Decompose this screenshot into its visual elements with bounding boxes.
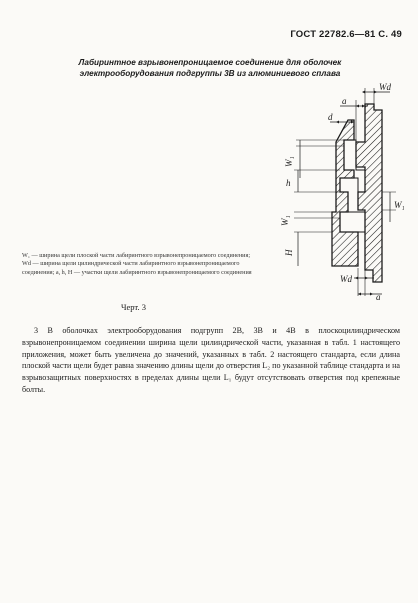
section-title <box>60 57 360 79</box>
label-w1-upper: W₁ <box>284 156 294 167</box>
figure-legend: W₁ — ширина щели плоской части лабиринтного взрывонепроницаемого соединения; Wd — ширина щели цилиндрической части лабиринтного взрывонепроницаемого соединения; a, h, H — участки щели лабиринтного взрывонепроницаемого соединения <box>22 252 252 276</box>
label-a-top: a <box>342 96 347 106</box>
right-part <box>356 104 382 282</box>
body-paragraph: 3 В оболочках электрооборудования подгрупп 2В, 3В и 4В в плоскоцилиндрическом взрывонепроницаемом соединении ширина щели цилиндрической части, указанная в табл. 1 настоящего приложения, может быть увеличена до значений, указанных в табл. 2 настоящего стандарта, если длина плоской части щели будет равна значению длины щели до отверстия L₂ по указанной таблице стандарта и на взрывозащитных поверхностях в пределах длины щели L₁ будут отсутствовать отверстия под крепежные болты. <box>22 326 400 394</box>
label-h: h <box>286 178 291 188</box>
label-a-bottom: a <box>376 292 381 302</box>
label-wd-top: Wd <box>379 82 391 92</box>
label-wd-bottom: Wd <box>340 274 352 284</box>
label-w1-lower: W₁ <box>280 215 290 226</box>
figure-caption: Черт. 3 <box>121 302 147 312</box>
label-d: d <box>328 112 333 122</box>
page-header: ГОСТ 22782.6—81 С. 49 <box>290 29 402 40</box>
title-line-1: Лабиринтное взрывонепроницаемое соединение для оболочек <box>78 58 342 67</box>
title-line-2: электрооборудования подгруппы 3В из алюминиевого сплава <box>79 69 341 78</box>
label-H: H <box>284 249 294 256</box>
label-w1-mid: W₁ <box>394 200 405 210</box>
left-part <box>332 120 358 266</box>
labyrinth-joint-drawing <box>270 82 410 312</box>
drawing-svg <box>270 82 410 312</box>
